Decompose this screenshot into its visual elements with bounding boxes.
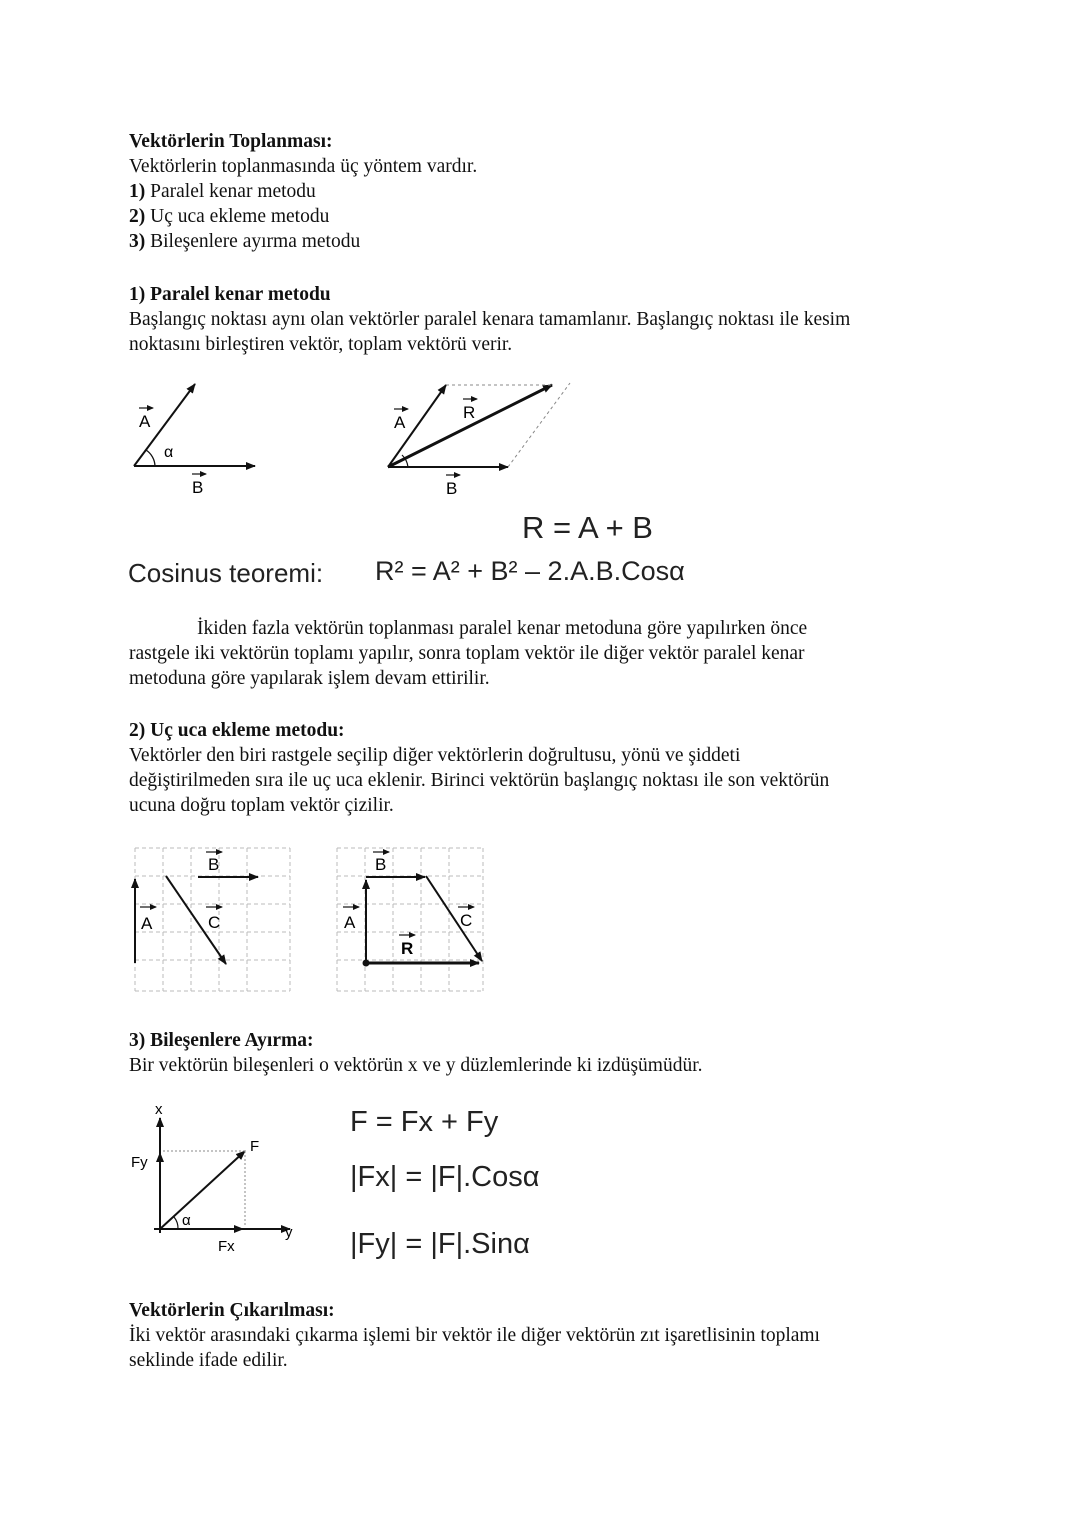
grid-vectors-figure xyxy=(130,843,295,998)
label-f: F xyxy=(250,1138,260,1155)
label-a: A xyxy=(141,914,153,933)
subtraction-text-line1: İki vektör arasındaki çıkarma işlemi bir vektör ile diğer vektörün zıt işaretlisinin toplamı xyxy=(129,1325,820,1346)
tip-to-tail-figure xyxy=(333,843,488,998)
label-c: C xyxy=(460,911,473,930)
components-text: Bir vektörün bileşenleri o vektörün x ve y düzlemlerinde ki izdüşümüdür. xyxy=(129,1055,703,1076)
vector-r-arrow xyxy=(388,385,552,467)
parallelogram-para-line1: İkiden fazla vektörün toplanması paralel kenar metoduna göre yapılırken önce xyxy=(197,618,808,639)
method-item-2 xyxy=(129,204,329,229)
tip-to-tail-text-line1: Vektörler den biri rastgele seçilip diğer vektörlerin doğrultusu, yönü ve şiddeti xyxy=(129,745,741,766)
formula-f-sum: F = Fx + Fy xyxy=(350,1106,499,1138)
label-c: C xyxy=(208,913,221,932)
method-number: 3) xyxy=(129,231,146,252)
formula-fy-magnitude: |Fy| = |F|.Sinα xyxy=(350,1228,530,1260)
label-b: B xyxy=(192,478,204,497)
label-a: A xyxy=(139,412,151,431)
vectors-angle-figure xyxy=(125,375,265,500)
heading-components: 3) Bileşenlere Ayırma: xyxy=(129,1030,314,1051)
label-b: B xyxy=(375,855,387,874)
subtraction-text-line2: seklinde ifade edilir. xyxy=(129,1350,288,1371)
label-a: A xyxy=(344,913,356,932)
heading-parallelogram: 1) Paralel kenar metodu xyxy=(129,284,331,305)
label-fx: Fx xyxy=(218,1238,235,1255)
parallelogram-para-line3: metoduna göre yapılarak işlem devam ettirilir. xyxy=(129,668,490,689)
formula-fx-magnitude: |Fx| = |F|.Cosα xyxy=(350,1161,540,1193)
label-r: R xyxy=(401,939,414,958)
label-b: B xyxy=(446,479,458,498)
section-title-addition: Vektörlerin Toplanması: xyxy=(129,131,333,152)
method-item-1 xyxy=(129,179,316,204)
method-number: 2) xyxy=(129,206,146,227)
method-label: Paralel kenar metodu xyxy=(150,181,316,202)
label-fy: Fy xyxy=(131,1154,148,1171)
addition-intro: Vektörlerin toplanmasında üç yöntem vardır. xyxy=(129,156,478,177)
origin-dot xyxy=(363,960,370,967)
parallelogram-text-line1: Başlangıç noktası aynı olan vektörler paralel kenara tamamlanır. Başlangıç noktası ile kesim xyxy=(129,309,851,330)
components-figure xyxy=(125,1098,305,1258)
heading-tip-to-tail: 2) Uç uca ekleme metodu: xyxy=(129,720,345,741)
label-a: A xyxy=(394,413,406,432)
cosine-label: Cosinus teoremi: xyxy=(128,558,324,588)
vector-c-arrow xyxy=(426,876,482,961)
parallelogram-figure xyxy=(380,375,580,500)
label-r: R xyxy=(463,403,476,422)
method-label: Bileşenlere ayırma metodu xyxy=(150,231,361,252)
angle-arc xyxy=(174,1217,178,1229)
label-x: x xyxy=(155,1101,163,1118)
method-label: Uç uca ekleme metodu xyxy=(150,206,330,227)
method-number: 1) xyxy=(129,181,146,202)
parallelogram-para-line2: rastgele iki vektörün toplamı yapılır, sonra toplam vektör ile diğer vektör paralel kenar xyxy=(129,643,805,664)
method-item-3 xyxy=(129,229,360,254)
parallelogram-text-line2: noktasını birleştiren vektör, toplam vektörü verir. xyxy=(129,334,513,355)
tip-to-tail-text-line2: değiştirilmeden sıra ile uç uca eklenir. Birinci vektörün başlangıç noktası ile son vektörün xyxy=(129,770,830,791)
dashed-edge xyxy=(508,383,570,467)
formula-r-sum: R = A + B xyxy=(522,510,653,545)
label-alpha: α xyxy=(164,444,174,461)
label-alpha: α xyxy=(182,1212,191,1229)
angle-arc xyxy=(146,450,155,466)
vector-f-arrow xyxy=(160,1151,245,1229)
cosine-formula: R² = A² + B² – 2.A.B.Cosα xyxy=(375,556,685,586)
section-title-subtraction: Vektörlerin Çıkarılması: xyxy=(129,1300,335,1321)
label-b: B xyxy=(208,855,220,874)
label-y: y xyxy=(285,1224,293,1241)
tip-to-tail-text-line3: ucuna doğru toplam vektör çizilir. xyxy=(129,795,394,816)
